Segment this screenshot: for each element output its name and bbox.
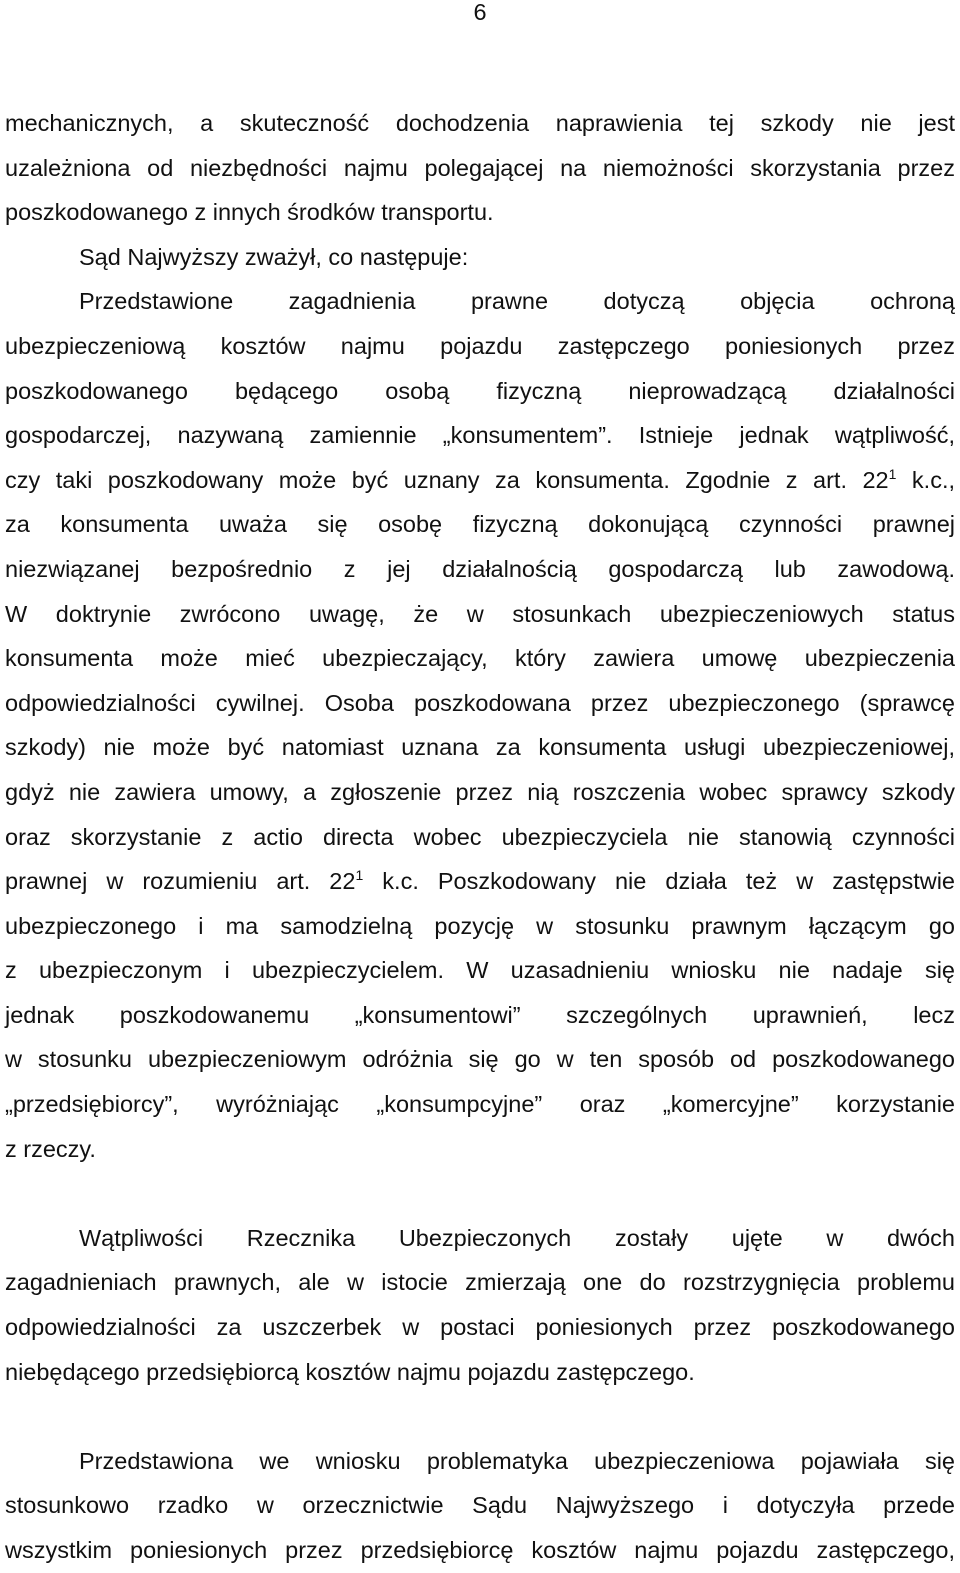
- superscript: 1: [888, 465, 897, 482]
- text-line: wszystkim poniesionych przez przedsiębiorcę kosztów najmu pojazdu zastępczego,: [5, 1537, 955, 1563]
- document-body: [5, 101, 955, 1573]
- text-line: mechanicznych, a skuteczność dochodzenia naprawienia tej szkody nie jest: [5, 110, 955, 136]
- text-line: gospodarczej, nazywaną zamiennie „konsumentem”. Istnieje jednak wątpliwość,: [5, 422, 955, 449]
- superscript: 1: [355, 867, 364, 884]
- text-line: Przedstawiona we wniosku problematyka ubezpieczeniowa pojawiała się: [79, 1447, 955, 1474]
- text-line: odpowiedzialności za uszczerbek w postaci poniesionych przez poszkodowanego: [5, 1314, 955, 1341]
- paragraph-gap: [5, 1171, 955, 1216]
- text-line: niezwiązanej bezpośrednio z jej działalnością gospodarczą lub zawodową.: [5, 555, 955, 582]
- text-line: za konsumenta uważa się osobę fizyczną dokonującą czynności prawnej: [5, 511, 955, 538]
- text-line: w stosunku ubezpieczeniowym odróżnia się go w ten sposób od poszkodowanego: [5, 1046, 955, 1073]
- text-line: „przedsiębiorcy”, wyróżniając „konsumpcyjne” oraz „komercyjne” korzystanie: [5, 1091, 955, 1118]
- text-line: oraz skorzystanie z actio directa wobec ubezpieczyciela nie stanowią czynności: [5, 823, 955, 850]
- text-segment: k.c. Poszkodowany nie działa też w zastępstwie: [363, 868, 955, 895]
- text-line: z rzeczy.: [5, 1135, 96, 1162]
- text-line: jednak poszkodowanemu „konsumentowi” szczególnych uprawnień, lecz: [5, 1001, 955, 1028]
- text-line: z ubezpieczonym i ubezpieczycielem. W uzasadnieniu wniosku nie nadaje się: [5, 957, 955, 984]
- text-line: ubezpieczeniową kosztów najmu pojazdu zastępczego poniesionych przez: [5, 332, 955, 359]
- text-line: szkody) nie może być natomiast uznana za konsumenta usługi ubezpieczeniowej,: [5, 734, 955, 761]
- text-line: odpowiedzialności cywilnej. Osoba poszkodowana przez ubezpieczonego (sprawcę: [5, 689, 955, 716]
- text-line: Przedstawione zagadnienia prawne dotyczą objęcia ochroną: [79, 288, 955, 315]
- text-line: poszkodowanego będącego osobą fizyczną nieprowadzącą działalności: [5, 377, 955, 404]
- text-line: ubezpieczonego i ma samodzielną pozycję w stosunku prawnym łączącym go: [5, 912, 955, 939]
- text-line: poszkodowanego z innych środków transportu.: [5, 199, 494, 226]
- text-segment: k.c.,: [896, 466, 955, 493]
- court-considered-heading: Sąd Najwyższy zważył, co następuje:: [79, 243, 469, 270]
- paragraph-gap: [5, 1394, 955, 1439]
- text-line: niebędącego przedsiębiorcą kosztów najmu pojazdu zastępczego.: [5, 1358, 695, 1385]
- text-line: stosunkowo rzadko w orzecznictwie Sądu Najwyższego i dotyczyła przede: [5, 1492, 955, 1519]
- text-line-with-superscript: [5, 859, 955, 904]
- text-line: Wątpliwości Rzecznika Ubezpieczonych zostały ujęte w dwóch: [79, 1224, 955, 1251]
- text-line: uzależniona od niezbędności najmu polegającej na niemożności skorzystania przez: [5, 154, 955, 181]
- text-line: zagadnieniach prawnych, ale w istocie zmierzają one do rozstrzygnięcia problemu: [5, 1269, 955, 1296]
- page-number: 6: [473, 0, 487, 25]
- text-line: W doktrynie zwrócono uwagę, że w stosunkach ubezpieczeniowych status: [5, 600, 955, 627]
- text-segment: prawnej w rozumieniu art. 22: [5, 868, 356, 895]
- text-segment: czy taki poszkodowany może być uznany za konsumenta. Zgodnie z art. 22: [5, 466, 889, 493]
- text-line-with-superscript: [5, 458, 955, 503]
- text-line: gdyż nie zawiera umowy, a zgłoszenie przez nią roszczenia wobec sprawcy szkody: [5, 778, 955, 805]
- text-line: konsumenta może mieć ubezpieczający, który zawiera umowę ubezpieczenia: [5, 645, 955, 672]
